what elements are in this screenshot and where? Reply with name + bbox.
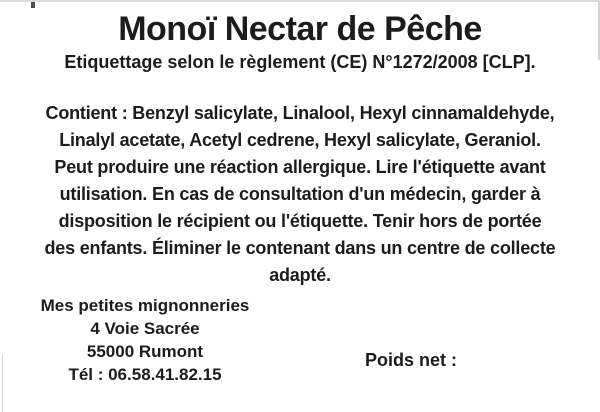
label-footer xyxy=(0,292,600,412)
warning-line: Peut produire une réaction allergique. Lire l'étiquette avant xyxy=(54,157,546,177)
manufacturer-address-block xyxy=(20,294,270,386)
warning-line: adapté. xyxy=(269,265,331,285)
warning-line: Contient : Benzyl salicylate, Linalool, Hexyl cinnamaldehyde, xyxy=(45,103,555,123)
regulation-subtitle: Etiquettage selon le règlement (CE) N°1272/2008 [CLP]. xyxy=(64,52,536,72)
hazard-warning-paragraph xyxy=(0,100,600,289)
warning-line: disposition le récipient ou l'étiquette. Tenir hors de portée xyxy=(58,211,542,231)
manufacturer-name: Mes petites mignonneries xyxy=(40,296,250,315)
net-weight-label: Poids net : xyxy=(365,350,458,370)
warning-line: utilisation. En cas de consultation d'un médecin, garder à xyxy=(59,184,541,204)
manufacturer-phone: Tél : 06.58.41.82.15 xyxy=(68,365,222,384)
warning-line: Linalyl acetate, Acetyl cedrene, Hexyl salicylate, Geraniol. xyxy=(59,130,541,150)
manufacturer-city: 55000 Rumont xyxy=(86,342,204,361)
scan-artifact-mark xyxy=(31,2,35,8)
warning-line: des enfants. Éliminer le contenant dans un centre de collecte xyxy=(44,238,556,258)
manufacturer-street: 4 Voie Sacrée xyxy=(90,319,200,338)
product-title: Monoï Nectar de Pêche xyxy=(118,10,482,48)
